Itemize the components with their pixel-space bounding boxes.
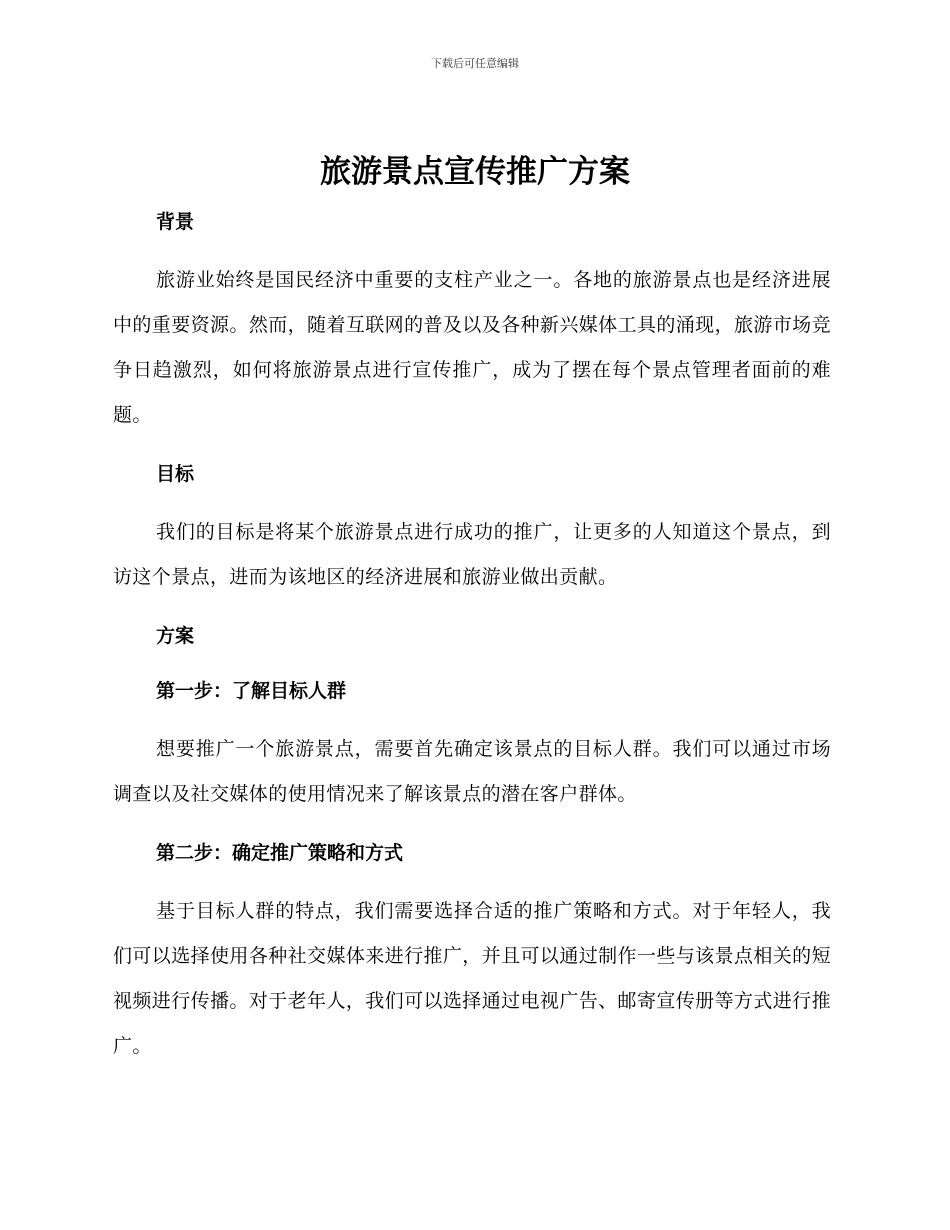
paragraph-background: 旅游业始终是国民经济中重要的支柱产业之一。各地的旅游景点也是经济进展中的重要资源。然而，随着互联网的普及以及各种新兴媒体工具的涌现，旅游市场竞争日趋激烈，如何将旅游景点进行宣传推广，成为了摆在每个景点管理者面前的难题。 — [113, 269, 831, 426]
paragraph-step2: 基于目标人群的特点，我们需要选择合适的推广策略和方式。对于年轻人，我们可以选择使用各种社交媒体来进行推广，并且可以通过制作一些与该景点相关的短视频进行传播。对于老年人，我们可以选择通过电视广告、邮寄宣传册等方式进行推广。 — [113, 900, 831, 1057]
paragraph-goal: 我们的目标是将某个旅游景点进行成功的推广，让更多的人知道这个景点，到访这个景点，进而为该地区的经济进展和旅游业做出贡献。 — [113, 521, 831, 588]
section-heading-plan: 方案 — [156, 625, 195, 647]
section-heading-step1: 第一步：了解目标人群 — [156, 680, 347, 702]
document-body — [113, 203, 831, 1069]
section-heading-step2: 第二步：确定推广策略和方式 — [156, 842, 404, 864]
section-heading-background: 背景 — [156, 211, 195, 233]
section-heading-goal: 目标 — [156, 463, 195, 485]
paragraph-step1: 想要推广一个旅游景点，需要首先确定该景点的目标人群。我们可以通过市场调查以及社交媒体的使用情况来了解该景点的潜在客户群体。 — [113, 738, 831, 805]
header-note: 下载后可任意编辑 — [431, 57, 519, 70]
document-title: 旅游景点宣传推广方案 — [320, 154, 630, 190]
